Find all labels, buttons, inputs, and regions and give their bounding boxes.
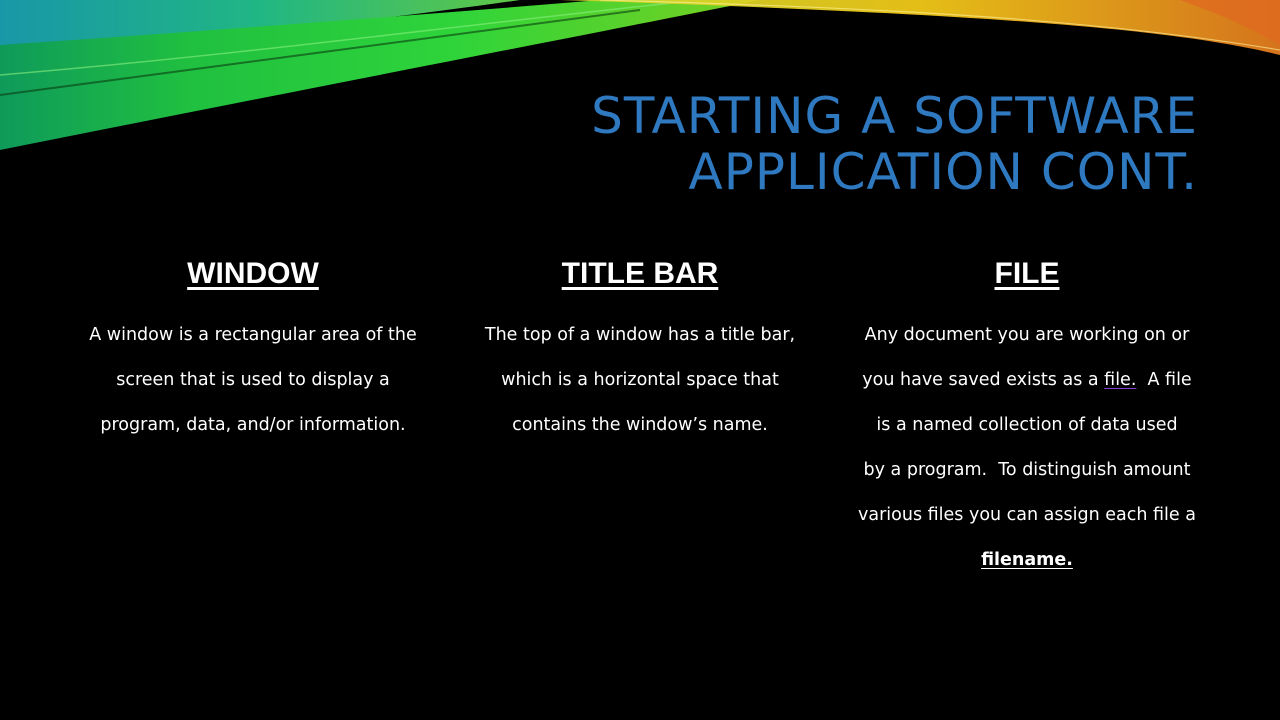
body-line: various files you can assign each file a <box>858 505 1196 525</box>
body-line: The top of a window has a title bar, <box>484 325 796 345</box>
column-heading-title-bar: TITLE BAR <box>561 257 719 290</box>
body-line: which is a horizontal space that <box>501 370 779 390</box>
column-heading-window: WINDOW <box>187 257 319 290</box>
body-text: A file <box>1136 370 1192 390</box>
body-text: you have saved exists as a <box>862 370 1105 390</box>
column-window <box>73 252 433 448</box>
column-title-bar <box>460 252 820 448</box>
body-line <box>847 538 1207 583</box>
column-body-window <box>73 313 433 448</box>
slide-title-line-1: STARTING A SOFTWARE <box>591 87 1198 145</box>
body-line <box>847 358 1207 403</box>
body-line: is a named collection of data used <box>876 415 1178 435</box>
filename-term: filename. <box>981 550 1073 570</box>
slide-title-line-2: APPLICATION CONT. <box>688 143 1198 201</box>
body-line: A window is a rectangular area of the <box>89 325 417 345</box>
column-body-file <box>847 313 1207 583</box>
file-term: file. <box>1104 370 1137 390</box>
body-line: screen that is used to display a <box>116 370 390 390</box>
body-line: program, data, and/or information. <box>100 415 406 435</box>
slide-title <box>591 88 1198 200</box>
column-body-title-bar <box>460 313 820 448</box>
body-line: contains the window’s name. <box>512 415 768 435</box>
column-file <box>847 252 1207 583</box>
body-line: Any document you are working on or <box>864 325 1190 345</box>
body-line: by a program. To distinguish amount <box>863 460 1191 480</box>
column-heading-file: FILE <box>994 257 1060 290</box>
